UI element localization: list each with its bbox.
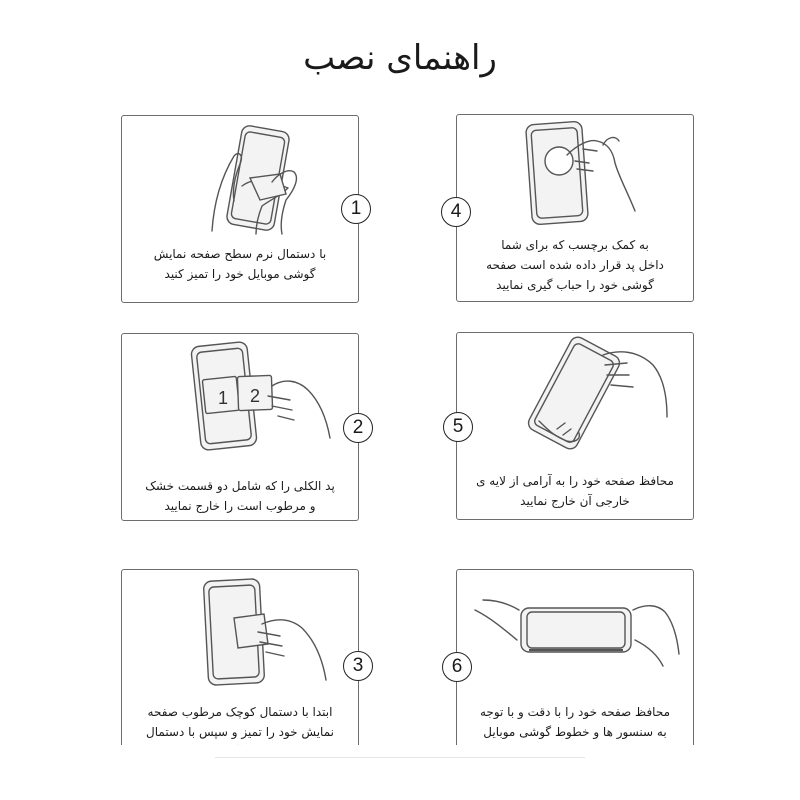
remove-bubbles-illustration <box>457 115 694 235</box>
step-panel-3 <box>121 569 359 757</box>
page-title: راهنمای نصب <box>303 38 497 78</box>
step-number-4: 4 <box>441 197 471 227</box>
step-caption-1: با دستمال نرم سطح صفحه نمایش گوشی موبایل خود را تمیز کنید <box>153 247 327 281</box>
bottom-fade <box>0 745 800 800</box>
step-number-5: 5 <box>443 412 473 442</box>
step-panel-4 <box>456 114 694 302</box>
step-caption-5: محافظ صفحه خود را به آرامی از لایه ی خارجی آن خارج نمایید <box>476 474 674 508</box>
step-number-2: 2 <box>343 413 373 443</box>
step-caption-4: به کمک برچسب که برای شما داخل پد قرار داده شده است صفحه گوشی خود را حباب گیری نمایید <box>486 238 664 292</box>
step-caption-6: محافظ صفحه خود را با دقت و با توجه به سنسور ها و خطوط گوشی موبایل <box>479 705 671 739</box>
step-number-6: 6 <box>442 652 472 682</box>
bottom-divider <box>215 757 585 758</box>
apply-protector-illustration <box>457 570 694 690</box>
step-number-3: 3 <box>343 651 373 681</box>
peel-protector-illustration <box>457 333 694 453</box>
step-panel-2 <box>121 333 359 521</box>
pad-label-2: 2 <box>250 386 261 406</box>
step-number-1: 1 <box>341 194 371 224</box>
step-caption-2: پد الکلی را که شامل دو قسمت خشک و مرطوب است را خارج نمایید <box>145 479 335 513</box>
alcohol-pad-illustration <box>122 334 359 454</box>
step-panel-1 <box>121 115 359 303</box>
step-caption-3: ابتدا با دستمال کوچک مرطوب صفحه نمایش خود را تمیز و سپس با دستمال <box>146 705 334 739</box>
clean-screen-illustration <box>122 116 359 236</box>
step-panel-5 <box>456 332 694 520</box>
step-panel-6 <box>456 569 694 757</box>
pad-label-1: 1 <box>218 388 229 408</box>
wipe-screen-illustration <box>122 570 359 690</box>
